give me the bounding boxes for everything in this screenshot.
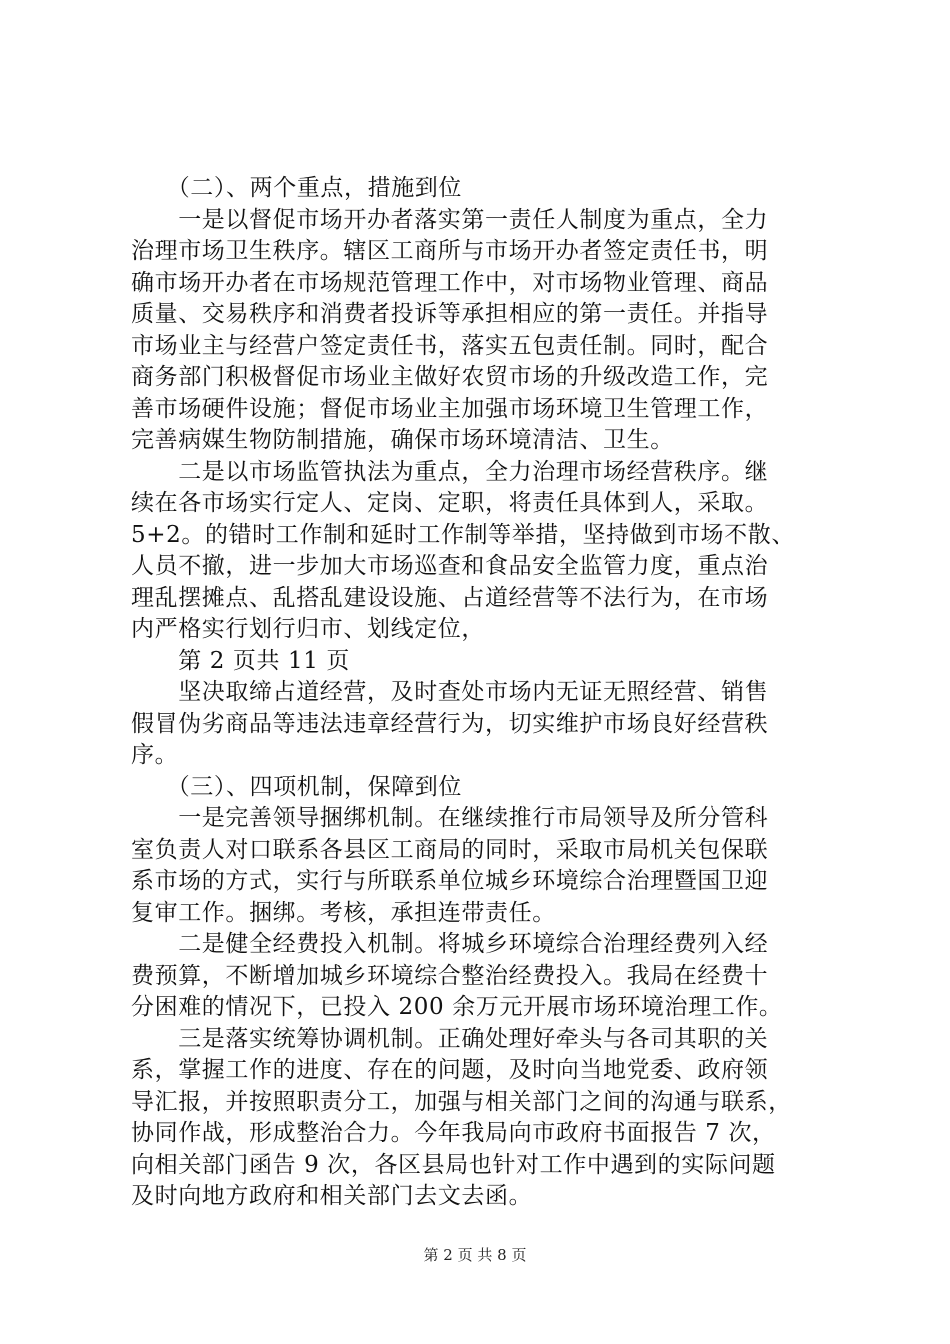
- heading-four-mechanisms: （三）、四项机制，保障到位: [131, 773, 462, 800]
- paragraph-line: 内严格实行划行归市、划线定位，: [131, 616, 485, 642]
- paragraph-line: 序。: [131, 742, 179, 768]
- paragraph-line: 协同作战，形成整治合力。今年我局向市政府书面报告 7 次，: [131, 1120, 776, 1146]
- paragraph-line: 善市场硬件设施；督促市场业主加强市场环境卫生管理工作，: [131, 395, 769, 422]
- paragraph-line: 室负责人对口联系各县区工商局的同时，采取市局机关包保联: [131, 836, 769, 863]
- paragraph-line: 人员不撤，进一步加大市场巡查和食品安全监管力度，重点治: [131, 553, 769, 579]
- paragraph-line: 复审工作。捆绑。考核，承担连带责任。: [131, 899, 556, 926]
- paragraph-line: 系，掌握工作的进度、存在的问题，及时向当地党委、政府领: [131, 1057, 769, 1083]
- paragraph-line: 系市场的方式，实行与所联系单位城乡环境综合治理暨国卫迎: [131, 868, 769, 894]
- paragraph-line: 商务部门积极督促市场业主做好农贸市场的升级改造工作，完: [131, 364, 769, 390]
- paragraph-line: 续在各市场实行定人、定岗、定职，将责任具体到人，采取。: [131, 490, 769, 516]
- paragraph-line: 5+2。的错时工作制和延时工作制等举措，坚持做到市场不散、: [131, 521, 795, 548]
- heading-two-focuses: （二）、两个重点，措施到位: [131, 175, 462, 201]
- paragraph-line: 假冒伪劣商品等违法违章经营行为，切实维护市场良好经营秩: [131, 710, 769, 737]
- paragraph-line: 完善病媒生物防制措施，确保市场环境清洁、卫生。: [131, 427, 674, 453]
- paragraph-line: 分困难的情况下，已投入 200 余万元开展市场环境治理工作。: [131, 994, 783, 1020]
- paragraph-line: 市场业主与经营户签定责任书，落实五包责任制。同时，配合: [131, 332, 769, 359]
- paragraph-line: 治理市场卫生秩序。辖区工商所与市场开办者签定责任书，明: [131, 238, 769, 264]
- paragraph-line: 确市场开办者在市场规范管理工作中，对市场物业管理、商品: [131, 269, 769, 296]
- page-footer: 第 2 页 共 8 页: [423, 1246, 527, 1264]
- document-body: [131, 173, 836, 1213]
- paragraph-line: 一是以督促市场开办者落实第一责任人制度为重点，全力: [131, 206, 769, 233]
- paragraph-line: 理乱摆摊点、乱搭乱建设设施、占道经营等不法行为，在市场: [131, 584, 769, 611]
- paragraph-line: 二是健全经费投入机制。将城乡环境综合治理经费列入经: [131, 931, 769, 957]
- paragraph-line: 导汇报，并按照职责分工，加强与相关部门之间的沟通与联系，: [131, 1088, 792, 1115]
- paragraph-line: 及时向地方政府和相关部门去文去函。: [131, 1183, 533, 1209]
- paragraph-line: 二是以市场监管执法为重点，全力治理市场经营秩序。继: [131, 458, 769, 485]
- paragraph-line: 费预算，不断增加城乡环境综合整治经费投入。我局在经费十: [131, 962, 769, 989]
- inline-page-marker: 第 2 页共 11 页: [131, 647, 350, 674]
- paragraph-line: 向相关部门函告 9 次，各区县局也针对工作中遇到的实际问题: [131, 1151, 776, 1178]
- paragraph-line: 质量、交易秩序和消费者投诉等承担相应的第一责任。并指导: [131, 301, 769, 327]
- paragraph-line: 坚决取缔占道经营，及时查处市场内无证无照经营、销售: [131, 679, 769, 705]
- paragraph-line: 三是落实统筹协调机制。正确处理好牵头与各司其职的关: [131, 1025, 769, 1052]
- paragraph-line: 一是完善领导捆绑机制。在继续推行市局领导及所分管科: [131, 805, 769, 831]
